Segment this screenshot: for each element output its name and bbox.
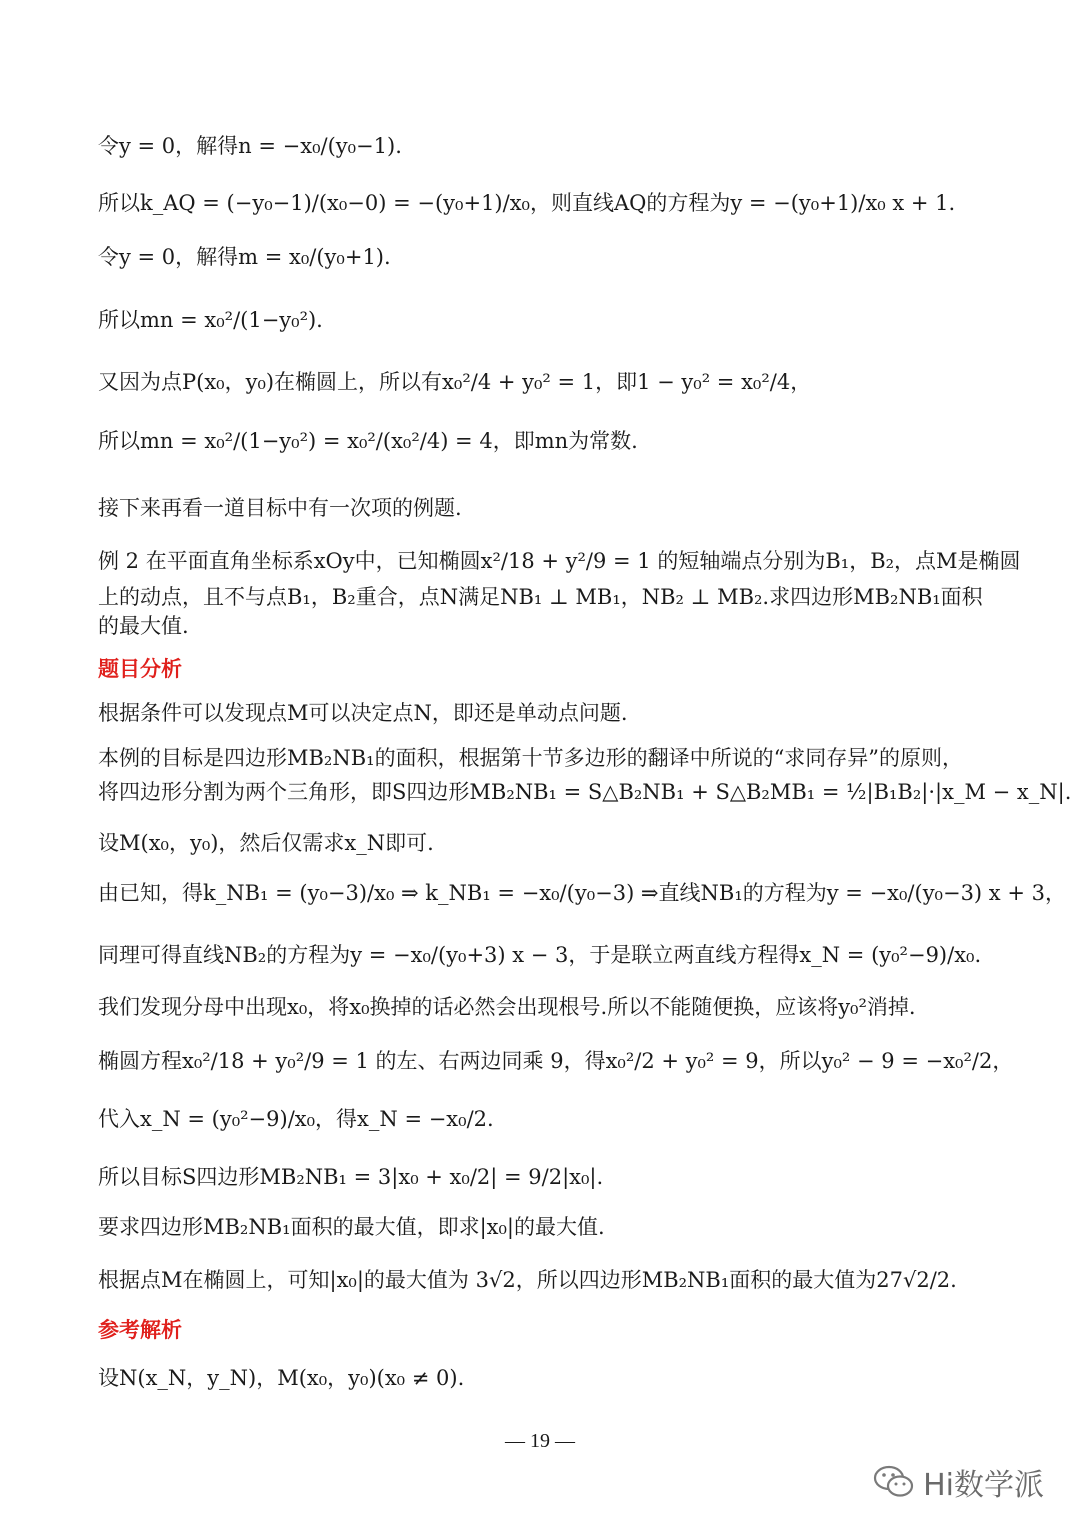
wechat-icon <box>873 1464 915 1500</box>
text-line-4: 所以mn = x₀²/(1−y₀²). <box>98 308 323 332</box>
text-line-12: 由已知，得k_NB₁ = (y₀−3)/x₀ ⇒ k_NB₁ = −x₀/(y₀−3) ⇒直线NB₁的方程为y = −x₀/(y₀−3) x + 3， <box>98 881 1066 905</box>
example-line-3: 的最大值. <box>98 614 189 638</box>
text-line-7: 接下来再看一道目标中有一次项的例题. <box>98 496 462 520</box>
text-line-18: 要求四边形MB₂NB₁面积的最大值，即求|x₀|的最大值. <box>98 1215 605 1239</box>
section-heading-solution: 参考解析 <box>98 1318 182 1342</box>
text-line-8: 根据条件可以发现点M可以决定点N，即还是单动点问题. <box>98 701 628 725</box>
text-line-1: 令y = 0，解得n = −x₀/(y₀−1). <box>98 134 402 158</box>
text-line-9: 本例的目标是四边形MB₂NB₁的面积，根据第十节多边形的翻译中所说的“求同存异”的原则， <box>98 746 964 770</box>
example-line-2: 上的动点，且不与点B₁，B₂重合，点N满足NB₁ ⊥ MB₁，NB₂ ⊥ MB₂.求四边形MB₂NB₁面积 <box>98 585 983 609</box>
text-line-20: 设N(x_N，y_N)，M(x₀，y₀)(x₀ ≠ 0). <box>98 1366 465 1390</box>
text-line-15: 椭圆方程x₀²/18 + y₀²/9 = 1 的左、右两边同乘 9，得x₀²/2 + y₀² = 9，所以y₀² − 9 = −x₀²/2， <box>98 1049 1014 1073</box>
text-line-19: 根据点M在椭圆上，可知|x₀|的最大值为 3√2，所以四边形MB₂NB₁面积的最大值为27√2/2. <box>98 1268 957 1292</box>
watermark <box>873 1460 1044 1504</box>
text-line-17: 所以目标S四边形MB₂NB₁ = 3|x₀ + x₀/2| = 9/2|x₀|. <box>98 1165 604 1189</box>
page-number: — 19 — <box>505 1430 575 1452</box>
text-line-3: 令y = 0，解得m = x₀/(y₀+1). <box>98 245 391 269</box>
watermark-text: Hi数学派 <box>923 1468 1044 1503</box>
example-line-1: 例 2 在平面直角坐标系xOy中，已知椭圆x²/18 + y²/9 = 1 的短轴端点分别为B₁，B₂，点M是椭圆 <box>98 549 1021 573</box>
text-line-2: 所以k_AQ = (−y₀−1)/(x₀−0) = −(y₀+1)/x₀，则直线AQ的方程为y = −(y₀+1)/x₀ x + 1. <box>98 191 956 215</box>
text-line-14: 我们发现分母中出现x₀，将x₀换掉的话必然会出现根号.所以不能随便换，应该将y₀²消掉. <box>98 995 916 1019</box>
text-line-5: 又因为点P(x₀，y₀)在椭圆上，所以有x₀²/4 + y₀² = 1，即1 − y₀² = x₀²/4， <box>98 370 812 394</box>
text-line-11: 设M(x₀，y₀)，然后仅需求x_N即可. <box>98 831 434 855</box>
text-line-10: 将四边形分割为两个三角形，即S四边形MB₂NB₁ = S△B₂NB₁ + S△B₂MB₁ = ½|B₁B₂|·|x_M − x_N|. <box>98 780 1072 804</box>
text-line-13: 同理可得直线NB₂的方程为y = −x₀/(y₀+3) x − 3，于是联立两直线方程得x_N = (y₀²−9)/x₀. <box>98 943 982 967</box>
text-line-16: 代入x_N = (y₀²−9)/x₀，得x_N = −x₀/2. <box>98 1107 494 1131</box>
text-line-6: 所以mn = x₀²/(1−y₀²) = x₀²/(x₀²/4) = 4，即mn为常数. <box>98 429 638 453</box>
section-heading-analysis: 题目分析 <box>98 657 182 681</box>
